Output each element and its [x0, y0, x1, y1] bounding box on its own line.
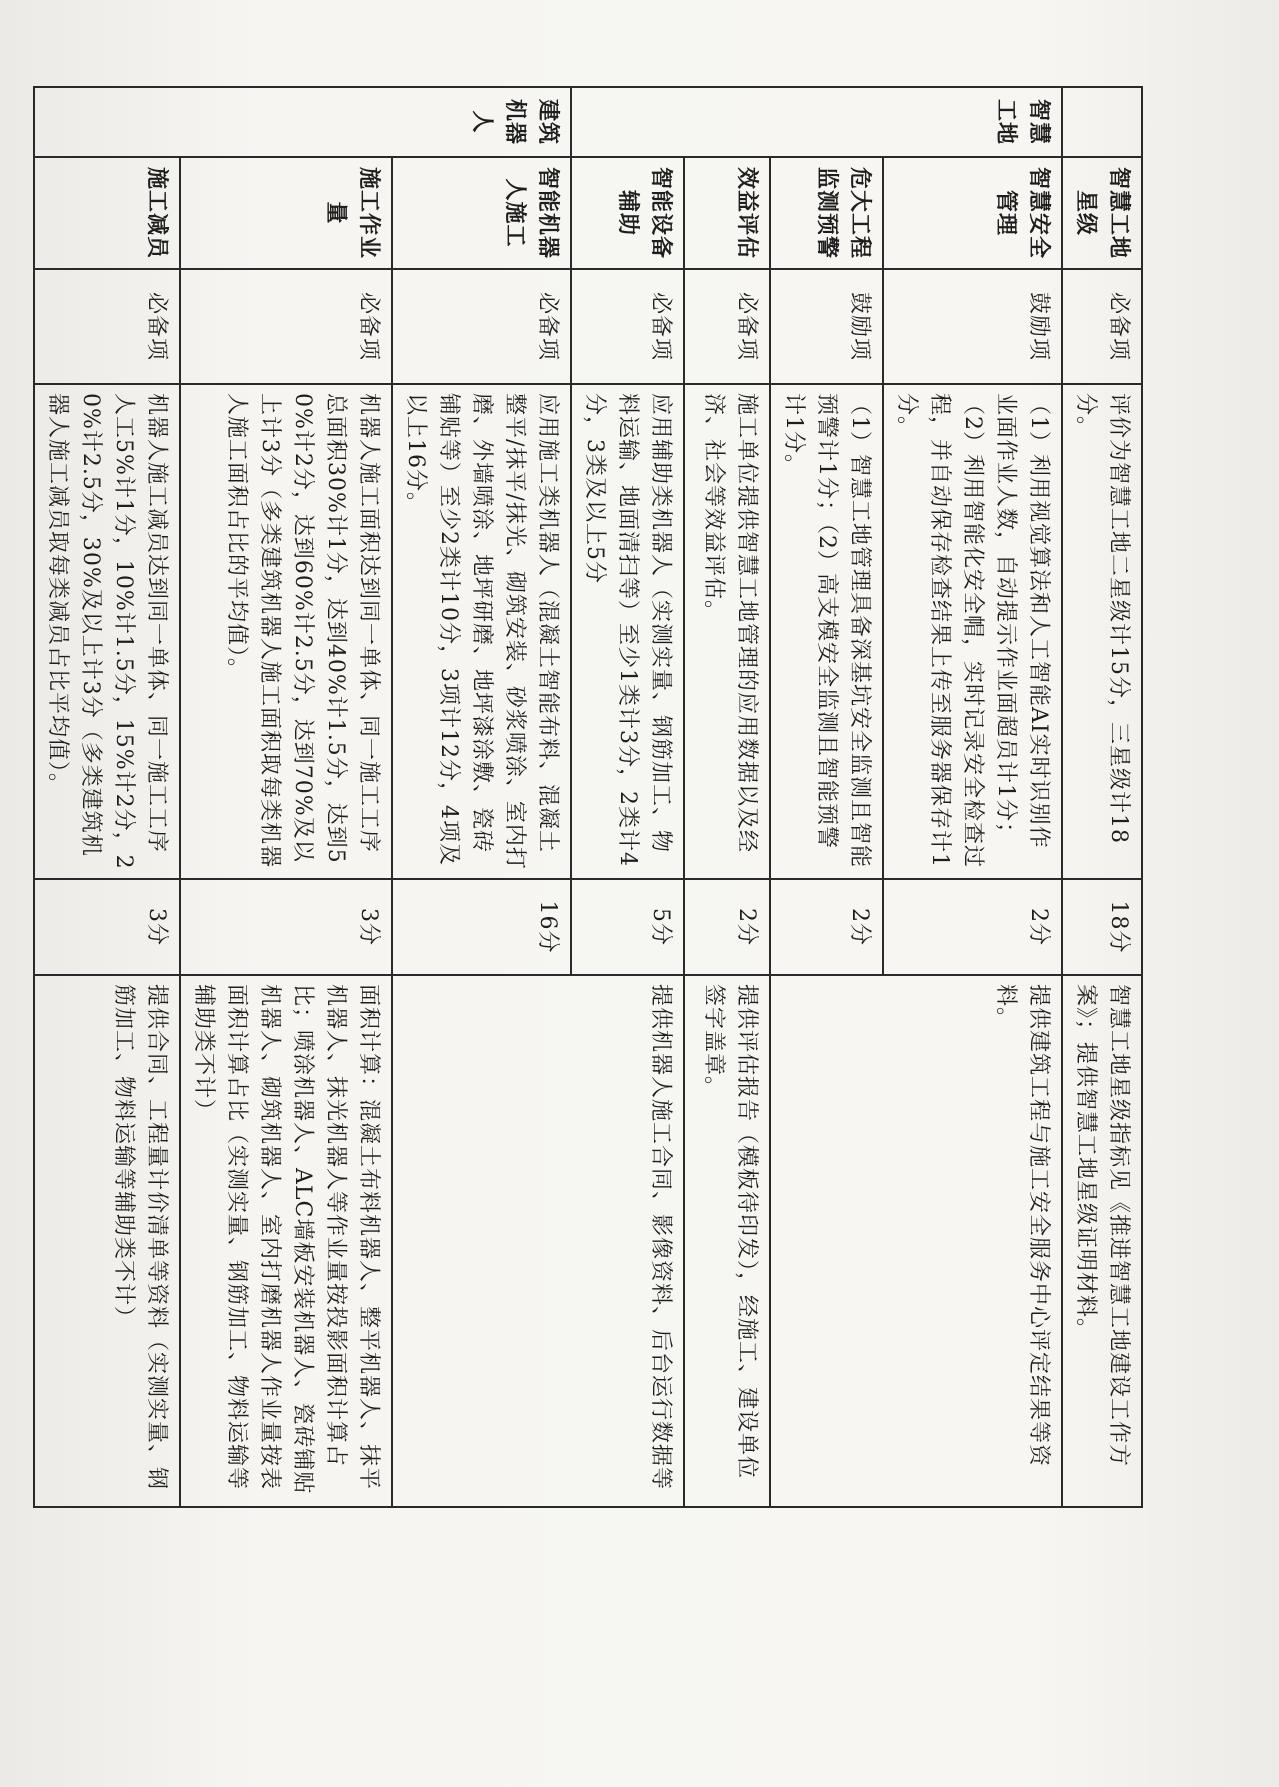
- item-cell: 智能设备辅助: [571, 157, 684, 269]
- evidence-cell: 智慧工地星级指标见《推进智慧工地建设工作方案》；提供智慧工地星级证明材料。: [1062, 975, 1142, 1507]
- table-row: [571, 87, 684, 1507]
- table-row: [684, 87, 770, 1507]
- evidence-cell: 面积计算：混凝土布料机器人、整平机器人、抹平机器人、抹光机器人等作业量按投影面积计算占比；喷涂机器人、ALC墙板安装机器人、瓷砖铺贴机器人、砌筑机器人、室内打磨机器人作业量按表面积计算占比（实测实量、钢筋加工、物料运输等辅助类不计）: [180, 975, 392, 1507]
- rotated-table-container: [45, 86, 1143, 1506]
- item-cell: 智慧安全管理: [883, 157, 1062, 269]
- criteria-cell: （1）利用视觉算法和人工智能AI实时识别作业面作业人数，自动提示作业面超员计1分；（2）利用智能化安全帽，实时记录安全检查过程，并自动保存检查结果上传至服务器保存计1分。: [883, 384, 1062, 879]
- evidence-cell: 提供建筑工程与施工安全服务中心评定结果等资料。: [770, 975, 1062, 1507]
- item-cell: 施工作业量: [180, 157, 392, 269]
- type-cell: 必备项: [180, 269, 392, 384]
- item-cell: 智慧工地星级: [1062, 157, 1142, 269]
- criteria-cell: 评价为智慧工地二星级计15分，三星级计18分。: [1062, 384, 1142, 879]
- criteria-cell: 机器人施工减员达到同一单体、同一施工工序人工5%计1分，10%计1.5分，15%计2分，20%计2.5分，30%及以上计3分（多类建筑机器人施工减员取每类减员占比平均值）。: [34, 384, 180, 879]
- category-cell: [1062, 87, 1142, 157]
- criteria-cell: （1）智慧工地管理具备深基坑安全监测且智能预警计1分；（2）高支模安全监测且智能预警计1分。: [770, 384, 883, 879]
- category-cell: 智慧工地: [571, 87, 1062, 157]
- category-cell: 建筑机器人: [34, 87, 571, 157]
- score-cell: 2分: [684, 879, 770, 975]
- score-cell: 5分: [571, 879, 684, 975]
- type-cell: 必备项: [571, 269, 684, 384]
- type-cell: 必备项: [1062, 269, 1142, 384]
- evaluation-table: [33, 86, 1143, 1508]
- table-row: [883, 87, 1062, 1507]
- type-cell: 鼓励项: [883, 269, 1062, 384]
- score-cell: 18分: [1062, 879, 1142, 975]
- type-cell: 必备项: [34, 269, 180, 384]
- item-cell: 智能机器人施工: [392, 157, 571, 269]
- item-cell: 施工减员: [34, 157, 180, 269]
- type-cell: 必备项: [392, 269, 571, 384]
- evidence-cell: 提供机器人施工合同、影像资料、后台运行数据等: [392, 975, 684, 1507]
- criteria-cell: 应用辅助类机器人（实测实量、钢筋加工、物料运输、地面清扫等）至少1类计3分，2类计4分，3类及以上5分: [571, 384, 684, 879]
- table-row: [34, 87, 180, 1507]
- item-cell: 危大工程监测预警: [770, 157, 883, 269]
- evidence-cell: 提供合同、工程量计价清单等资料（实测实量、钢筋加工、物料运输等辅助类不计）: [34, 975, 180, 1507]
- table-row: [1062, 87, 1142, 1507]
- score-cell: 3分: [180, 879, 392, 975]
- score-cell: 3分: [34, 879, 180, 975]
- score-cell: 2分: [770, 879, 883, 975]
- score-cell: 2分: [883, 879, 1062, 975]
- type-cell: 鼓励项: [770, 269, 883, 384]
- table-row: [180, 87, 392, 1507]
- evidence-cell: 提供评估报告（模板待印发），经施工、建设单位签字盖章。: [684, 975, 770, 1507]
- criteria-cell: 应用施工类机器人（混凝土智能布料、混凝土整平/抹平/抹光、砌筑安装、砂浆喷涂、室内打磨、外墙喷涂、地坪研磨、地坪漆涂敷、瓷砖铺贴等）至少2类计10分，3项计12分，4项及以上16分。: [392, 384, 571, 879]
- item-cell: 效益评估: [684, 157, 770, 269]
- score-cell: 16分: [392, 879, 571, 975]
- type-cell: 必备项: [684, 269, 770, 384]
- criteria-cell: 施工单位提供智慧工地管理的应用数据以及经济、社会等效益评估。: [684, 384, 770, 879]
- criteria-cell: 机器人施工面积达到同一单体、同一施工工序总面积30%计1分，达到40%计1.5分，达到50%计2分，达到60%计2.5分，达到70%及以上计3分（多类建筑机器人施工面积取每类机器人施工面积占比的平均值）。: [180, 384, 392, 879]
